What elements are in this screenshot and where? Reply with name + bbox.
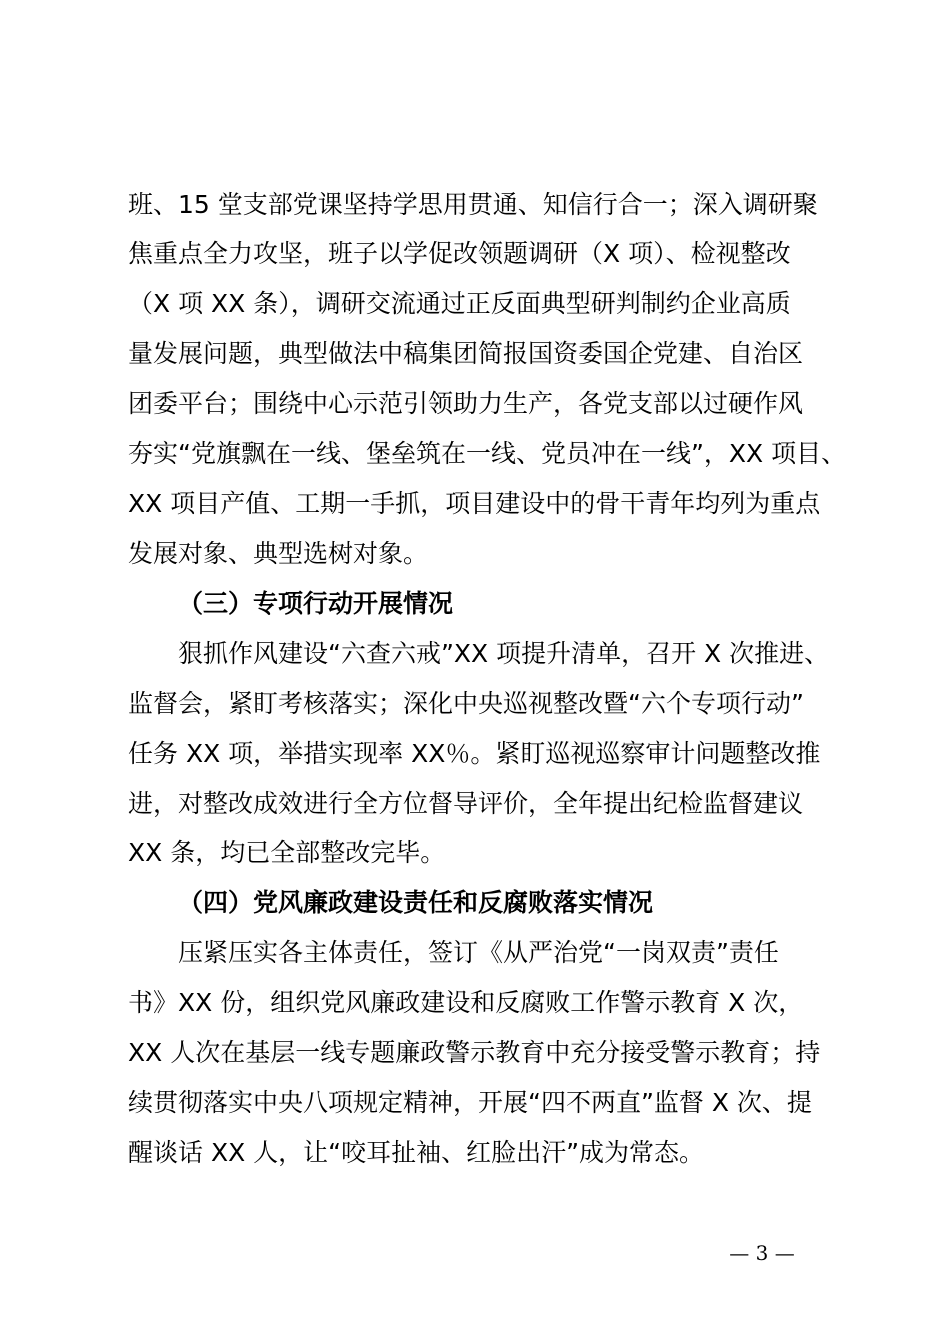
paragraph-line: XX 人次在基层一线专题廉政警示教育中充分接受警示教育；持 (128, 1038, 821, 1067)
paragraph-line: 焦重点全力攻坚，班子以学促改领题调研（X 项）、检视整改 (128, 239, 791, 268)
paragraph-line: 量发展问题，典型做法中稿集团简报国资委国企党建、自治区 (128, 339, 804, 368)
section-heading-3: （三）专项行动开展情况 (178, 589, 454, 618)
paragraph-line: 狠抓作风建设“六查六戒”XX 项提升清单，召开 X 次推进、 (178, 639, 830, 668)
paragraph-line: 发展对象、典型选树对象。 (128, 539, 429, 568)
paragraph-line: XX 项目产值、工期一手抓，项目建设中的骨干青年均列为重点 (128, 489, 821, 518)
page-number: — 3 — (729, 1241, 795, 1265)
paragraph-line: 压紧压实各主体责任，签订《从严治党“一岗双责”责任 (178, 938, 779, 967)
paragraph-line: 任务 XX 项，举措实现率 XX％。紧盯巡视巡察审计问题整改推 (128, 739, 821, 768)
paragraph-line: 监督会，紧盯考核落实；深化中央巡视整改暨“六个专项行动” (128, 689, 804, 718)
paragraph-line: （X 项 XX 条），调研交流通过正反面典型研判制约企业高质 (128, 289, 791, 318)
paragraph-line: 团委平台；围绕中心示范引领助力生产，各党支部以过硬作风 (128, 389, 804, 418)
paragraph-line: 进，对整改成效进行全方位督导评价，全年提出纪检监督建议 (128, 789, 804, 818)
paragraph-line: 班、15 堂支部党课坚持学思用贯通、知信行合一；深入调研聚 (128, 190, 818, 219)
paragraph-line: 夯实“党旗飘在一线、堡垒筑在一线、党员冲在一线”，XX 项目、 (128, 439, 847, 468)
paragraph-line: 书》XX 份，组织党风廉政建设和反腐败工作警示教育 X 次， (128, 988, 804, 1017)
paragraph-line: 醒谈话 XX 人，让“咬耳扯袖、红脸出汗”成为常态。 (128, 1138, 705, 1167)
paragraph-line: XX 条，均已全部整改完毕。 (128, 838, 446, 867)
paragraph-line: 续贯彻落实中央八项规定精神，开展“四不两直”监督 X 次、提 (128, 1088, 812, 1117)
section-heading-4: （四）党风廉政建设责任和反腐败落实情况 (178, 888, 654, 917)
